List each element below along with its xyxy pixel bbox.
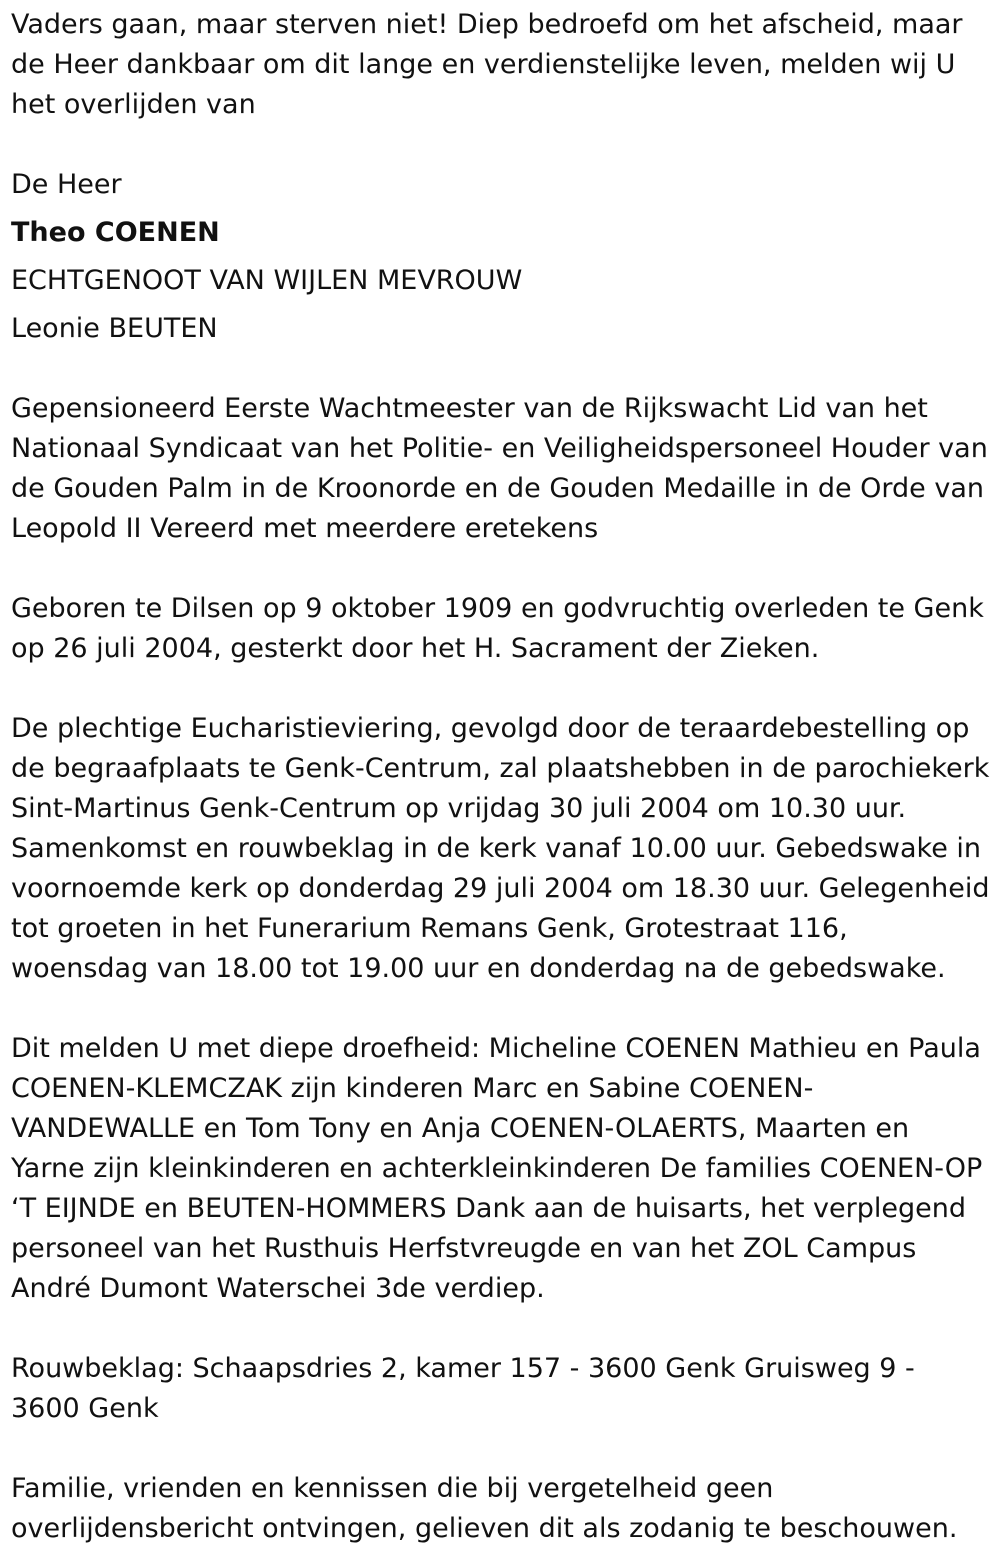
birth-death-paragraph: Geboren te Dilsen op 9 oktober 1909 en godvruchtig overleden te Genk op 26 juli 2004, gesterkt door het H. Sacrament der Zieken. [11, 593, 984, 664]
condolence-address: Rouwbeklag: Schaapsdries 2, kamer 157 - 3600 Genk Gruisweg 9 - 3600 Genk [11, 1353, 915, 1424]
salutation: De Heer [11, 169, 122, 200]
deceased-name: Theo COENEN [11, 217, 220, 248]
career-paragraph: Gepensioneerd Eerste Wachtmeester van de Rijkswacht Lid van het Nationaal Syndicaat van het Politie- en Veiligheidspersoneel Houder van de Gouden Palm in de Kroonorde en de Gouden Medaille in de Orde van Leopold II Vereerd met meerdere eretekens [11, 393, 988, 544]
family-paragraph: Dit melden U met diepe droefheid: Micheline COENEN Mathieu en Paula COENEN-KLEMCZAK zijn kinderen Marc en Sabine COENEN-VANDEWALLE en Tom Tony en Anja COENEN-OLAERTS, Maarten en Yarne zijn kleinkinderen en achterkleinkinderen De families COENEN-OP ‘T EIJNDE en BEUTEN-HOMMERS Dank aan de huisarts, het verplegend personeel van het Rusthuis Herfstvreugde en van het ZOL Campus André Dumont Waterschei 3de verdiep. [11, 1033, 983, 1304]
closing-paragraph: Familie, vrienden en kennissen die bij vergetelheid geen overlijdensbericht ontvingen, gelieven dit als zodanig te beschouwen. [11, 1473, 958, 1544]
spouse-title: ECHTGENOOT VAN WIJLEN MEVROUW [11, 265, 523, 296]
spouse-name: Leonie BEUTEN [11, 313, 218, 344]
intro-paragraph: Vaders gaan, maar sterven niet! Diep bedroefd om het afscheid, maar de Heer dankbaar om dit lange en verdienstelijke leven, melden wij U het overlijden van [11, 9, 963, 120]
ceremony-paragraph: De plechtige Eucharistieviering, gevolgd door de teraardebestelling op de begraafplaats te Genk-Centrum, zal plaatshebben in de parochiekerk Sint-Martinus Genk-Centrum op vrijdag 30 juli 2004 om 10.30 uur. Samenkomst en rouwbeklag in de kerk vanaf 10.00 uur. Gebedswake in voornoemde kerk op donderdag 29 juli 2004 om 18.30 uur. Gelegenheid tot groeten in het Funerarium Remans Genk, Grotestraat 116, woensdag van 18.00 tot 19.00 uur en donderdag na de gebedswake. [11, 713, 990, 984]
